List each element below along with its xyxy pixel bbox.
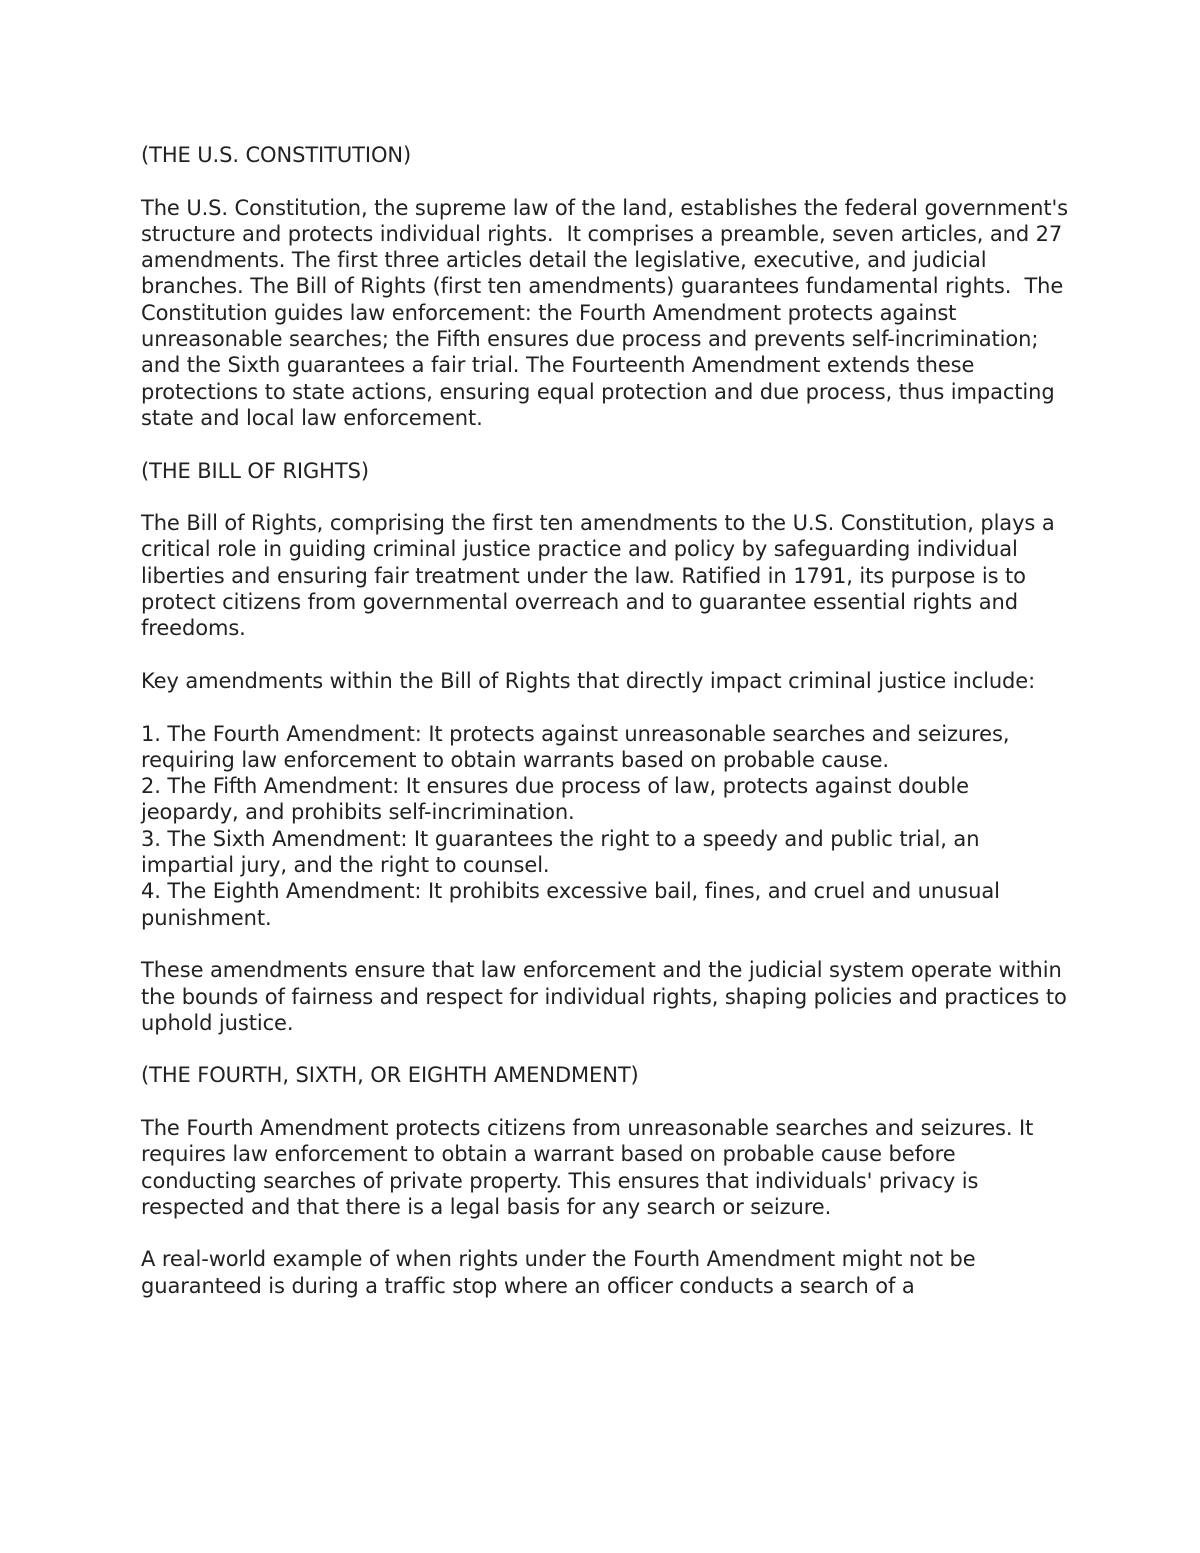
paragraph-amendments-ensure: These amendments ensure that law enforcement and the judicial system operate within the bounds of fairness and respect for individual rights, shaping policies and practices to uphold justice. [141,958,1074,1035]
document-page [141,142,1075,1299]
paragraph-constitution: The U.S. Constitution, the supreme law of the land, establishes the federal government's structure and protects individual rights. It comprises a preamble, seven articles, and 27 amendments. The first three articles detail the legislative, executive, and judicial branches. The Bill of Rights (first ten amendments) guarantees fundamental rights. The Constitution guides law enforcement: the Fourth Amendment protects against unreasonable searches; the Fifth ensures due process and prevents self-incrimination; and the Sixth guarantees a fair trial. The Fourteenth Amendment extends these protections to state actions, ensuring equal protection and due process, thus impacting state and local law enforcement. [141,195,1075,430]
section-heading-fourth-sixth-eighth: (THE FOURTH, SIXTH, OR EIGHTH AMENDMENT) [141,1063,639,1088]
spacer [141,168,1071,194]
list-item: 2. The Fifth Amendment: It ensures due process of law, protects against double jeopardy, and prohibits self-incrimination. [141,774,969,825]
list-item: 3. The Sixth Amendment: It guarantees the right to a speedy and public trial, an impartial jury, and the right to counsel. [141,826,980,878]
spacer [141,1036,1071,1062]
paragraph-fourth-amendment: The Fourth Amendment protects citizens from unreasonable searches and seizures. It requires law enforcement to obtain a warrant based on probable cause before conducting searches of private property. This ensures that individuals' privacy is respected and that there is a legal basis for any search or seizure. [141,1115,1040,1219]
spacer [141,931,1071,957]
spacer [141,1220,1071,1246]
spacer [141,642,1071,668]
amendments-list [141,721,1071,931]
spacer [141,1089,1071,1115]
section-heading-constitution: (THE U.S. CONSTITUTION) [141,143,412,167]
spacer [141,694,1071,720]
paragraph-key-amendments: Key amendments within the Bill of Rights that directly impact criminal justice include: [141,668,1036,693]
spacer [141,431,1071,457]
paragraph-real-world-example: A real-world example of when rights under the Fourth Amendment might not be guaranteed is during a traffic stop where an officer conducts a search of a [141,1247,983,1298]
list-item: 1. The Fourth Amendment: It protects against unreasonable searches and seizures, requiring law enforcement to obtain warrants based on probable cause. [141,721,1010,772]
paragraph-bill-of-rights-intro: The Bill of Rights, comprising the first ten amendments to the U.S. Constitution, plays a critical role in guiding criminal justice practice and policy by safeguarding individual liberties and ensuring fair treatment under the law. Ratified in 1791, its purpose is to protect citizens from governmental overreach and to guarantee essential rights and freedoms. [141,511,1062,641]
spacer [141,484,1071,510]
section-heading-bill-of-rights: (THE BILL OF RIGHTS) [141,458,369,483]
list-item: 4. The Eighth Amendment: It prohibits excessive bail, fines, and cruel and unusual punishment. [141,879,1000,930]
